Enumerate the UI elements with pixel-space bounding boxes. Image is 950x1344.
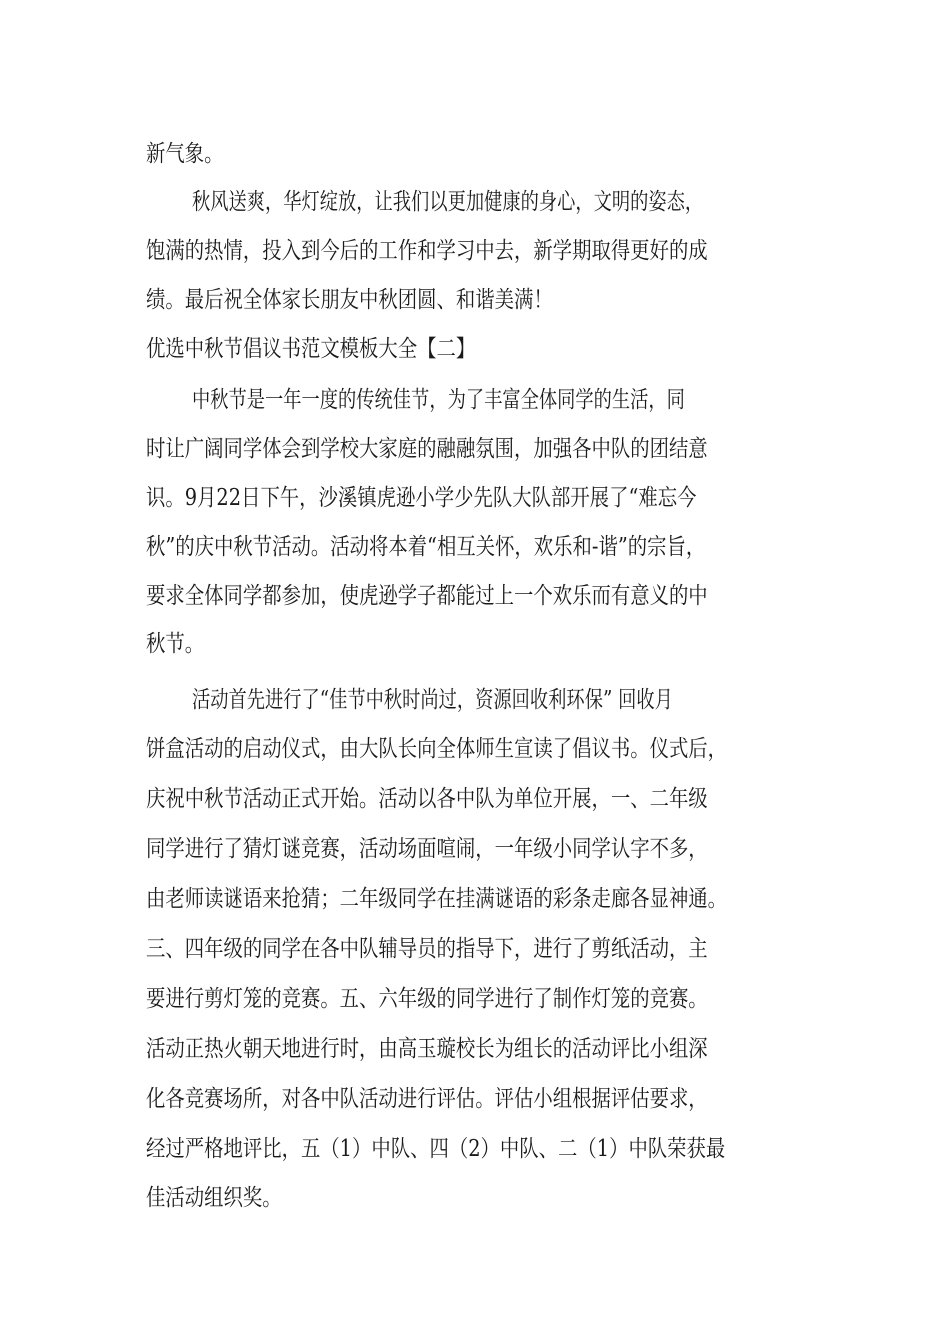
text-line: 化各竞赛场所，对各中队活动进行评估。评估小组根据评估要求，	[146, 1086, 708, 1112]
text-line: 秋节。	[146, 631, 205, 657]
text-line: 秋”的庆中秋节活动。活动将本着“相互关怀，欢乐和-谐”的宗旨，	[146, 534, 706, 560]
text-line: 中秋节是一年一度的传统佳节，为了丰富全体同学的生活，同	[192, 387, 685, 413]
text-line: 活动首先进行了“佳节中秋时尚过，资源回收利环保” 回收月	[192, 687, 673, 713]
text-line: 新气象。	[146, 141, 224, 167]
text-line: 三、四年级的同学在各中队辅导员的指导下，进行了剪纸活动，主	[146, 936, 708, 962]
text-line: 经过严格地评比，五（1）中队、四（2）中队、二（1）中队荣获最	[146, 1136, 726, 1162]
text-line: 时让广阔同学体会到学校大家庭的融融氛围，加强各中队的团结意	[146, 436, 708, 462]
text-line: 要求全体同学都参加，使虎逊学子都能过上一个欢乐而有意义的中	[146, 583, 708, 609]
text-line: 饱满的热情，投入到今后的工作和学习中去，新学期取得更好的成	[146, 238, 708, 264]
text-line: 秋风送爽，华灯绽放，让我们以更加健康的身心，文明的姿态，	[192, 189, 704, 215]
text-line: 饼盒活动的启动仪式，由大队长向全体师生宣读了倡议书。仪式后，	[146, 736, 728, 762]
text-line: 佳活动组织奖。	[146, 1185, 282, 1211]
text-line: 要进行剪灯笼的竞赛。五、六年级的同学进行了制作灯笼的竞赛。	[146, 986, 708, 1012]
text-line: 识。9月22日下午，沙溪镇虎逊小学少先队大队部开展了“难忘今	[146, 485, 697, 511]
section-heading: 优选中秋节倡议书范文模板大全【二】	[146, 336, 476, 362]
text-line: 绩。最后祝全体家长朋友中秋团圆、和谐美满！	[146, 287, 553, 313]
text-line: 庆祝中秋节活动正式开始。活动以各中队为单位开展，一、二年级	[146, 786, 708, 812]
text-line: 由老师读谜语来抢猜；二年级同学在挂满谜语的彩条走廊各显神通。	[146, 886, 728, 912]
text-line: 同学进行了猜灯谜竞赛，活动场面喧闹，一年级小同学认字不多，	[146, 836, 708, 862]
text-line: 活动正热火朝天地进行时，由高玉璇校长为组长的活动评比小组深	[146, 1036, 708, 1062]
